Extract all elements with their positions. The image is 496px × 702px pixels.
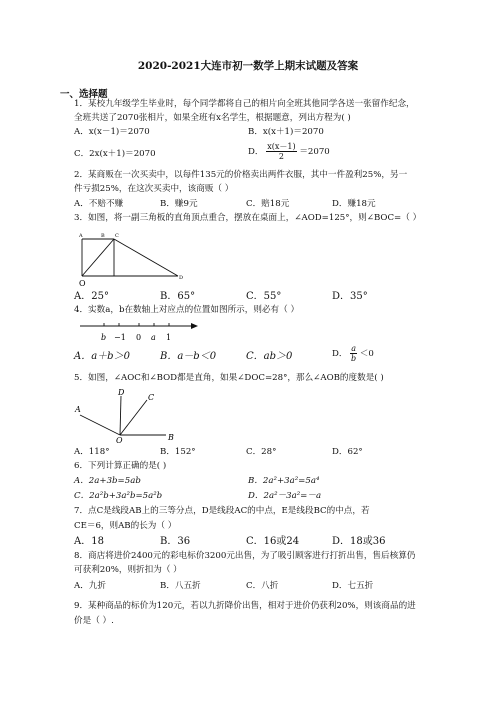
- q4-option-d-fraction: [350, 344, 357, 363]
- q1-option-d: [248, 142, 330, 161]
- q3-line-ob: [82, 239, 114, 276]
- q5-ray-od: [120, 396, 121, 435]
- q5-label-o: O: [116, 436, 123, 444]
- q4-option-d-prefix: D．: [332, 349, 348, 359]
- q1-option-c: C．2x(x＋1)＝2070: [74, 149, 156, 159]
- q5-ray-oc: [120, 400, 147, 435]
- q1-option-d-denominator: 2: [278, 152, 284, 161]
- q8-option-c: C．八折: [246, 581, 279, 591]
- q5-label-c: C: [148, 393, 155, 402]
- q4-option-d-numerator: a: [351, 344, 356, 353]
- q3-label-b: B: [101, 233, 105, 239]
- q7-option-a: A．18: [74, 536, 104, 547]
- q5-option-b: B．152°: [160, 447, 196, 457]
- q5-label-b: B: [168, 433, 174, 442]
- q4-option-b: B．a－b＜0: [160, 351, 217, 362]
- q6-option-a: A．2a+3b=5ab: [74, 476, 141, 486]
- q8-stem-line2: 可获利20%，则折扣为（ ）: [74, 565, 182, 575]
- q3-label-c: C: [115, 233, 119, 239]
- q3-stem-line1: 3．如图，将一副三角板的直角顶点重合，摆放在桌面上，∠AOD=125°，则∠BOC=（ ）: [74, 213, 422, 223]
- q7-stem-line1: 7．点C是线段AB上的三等分点，D是线段AC的中点，E是线段BC的中点，若: [74, 506, 370, 516]
- q4-option-d-denominator: b: [351, 354, 357, 363]
- q5-angles-figure: [74, 388, 184, 444]
- q5-option-d: D．62°: [332, 447, 363, 457]
- q8-stem-line1: 8．商店将进价2400元的彩电标价3200元出售，为了吸引顾客进行打折出售，售后核算仍: [74, 551, 416, 561]
- q1-option-a: A．x(x－1)＝2070: [74, 127, 150, 137]
- q7-stem-line2: CE＝6，则AB的长为（ ）: [74, 521, 177, 531]
- q7-option-c: C．16或24: [246, 536, 300, 547]
- q5-stem-line1: 5．如图，∠AOC和∠BOD都是直角，如果∠DOC=28°，那么∠AOB的度数是( ): [74, 373, 384, 383]
- page-title: 2020-2021大连市初一数学上期末试题及答案: [137, 60, 359, 72]
- q4-label-m1: −1: [114, 333, 126, 342]
- q4-option-a: A．a＋b＞0: [74, 351, 130, 362]
- q3-option-a: A．25°: [74, 291, 109, 302]
- q1-option-b: B．x(x＋1)＝2070: [248, 127, 324, 137]
- q3-option-b: B．65°: [160, 291, 196, 302]
- q7-option-b: B．36: [160, 536, 191, 547]
- q4-label-a: a: [151, 333, 156, 342]
- q8-option-a: A．九折: [74, 581, 106, 591]
- q6-option-c: C．2a²b+3a²b=5a²b: [74, 491, 163, 501]
- q1-option-d-suffix: ＝2070: [299, 147, 330, 157]
- q3-line-cd: [114, 239, 178, 276]
- q2-stem-line2: 件亏损25%，在这次买卖中，该商贩（ ）: [74, 184, 234, 194]
- q9-stem-line2: 价是（ ）.: [74, 616, 114, 626]
- q4-option-d-suffix: ＜0: [359, 349, 374, 359]
- q7-option-d: D．18或36: [332, 536, 386, 547]
- q2-stem-line1: 2．某商贩在一次买卖中，以每件135元的价格卖出两件衣服，其中一件盈利25%，另一: [74, 170, 408, 180]
- q5-option-a: A．118°: [74, 447, 110, 457]
- q6-stem-line1: 6．下列计算正确的是( ): [74, 461, 167, 471]
- q2-option-d: D．赚18元: [332, 199, 376, 209]
- q6-option-b: B．2a²+3a²=5a⁴: [248, 476, 320, 486]
- q3-label-o: O: [79, 279, 86, 288]
- q9-stem-line1: 9．某种商品的标价为120元，若以九折降价出售，相对于进价仍获利20%，则该商品的进: [74, 601, 416, 611]
- section-heading: 一、选择题: [60, 89, 108, 100]
- q1-stem-line1: 1．某校九年级学生毕业时，每个同学都将自己的相片向全班其他同学各送一张留作纪念，: [74, 99, 415, 109]
- q2-option-b: B．赚9元: [160, 199, 198, 209]
- q4-number-line: [74, 316, 204, 348]
- q1-option-d-numerator: x(x－1): [267, 142, 296, 151]
- q4-option-c: C．ab＞0: [246, 351, 293, 362]
- q6-option-d: D．2a²－3a²=－a: [248, 491, 322, 501]
- q8-option-b: B．八五折: [160, 581, 201, 591]
- q1-option-d-prefix: D．: [248, 147, 264, 157]
- q5-label-a: A: [75, 405, 81, 414]
- q4-label-one: 1: [166, 333, 172, 342]
- q3-triangles-figure: [74, 229, 194, 291]
- q4-axis-arrow: [191, 323, 198, 329]
- q1-stem-line2: 全班共送了2070张相片，如果全班有x名学生，根据题意，列出方程为( ): [74, 113, 351, 123]
- q4-option-d: [332, 344, 374, 363]
- q8-option-d: D．七五折: [332, 581, 374, 591]
- q1-option-d-fraction: [266, 142, 296, 161]
- q5-ray-oa: [80, 415, 120, 435]
- q5-label-d: D: [118, 388, 125, 397]
- q4-stem-line1: 4．实数a，b在数轴上对应点的位置如图所示，则必有（ ）: [74, 305, 300, 315]
- q3-label-a: A: [79, 233, 83, 239]
- q2-option-c: C．赔18元: [246, 199, 290, 209]
- q3-option-d: D．35°: [332, 291, 368, 302]
- q3-option-c: C．55°: [246, 291, 282, 302]
- q4-label-zero: 0: [136, 333, 142, 342]
- q2-option-a: A．不赔不赚: [74, 199, 124, 209]
- q4-label-b: b: [101, 333, 107, 342]
- q3-label-d: D: [179, 275, 184, 281]
- q5-option-c: C．28°: [246, 447, 277, 457]
